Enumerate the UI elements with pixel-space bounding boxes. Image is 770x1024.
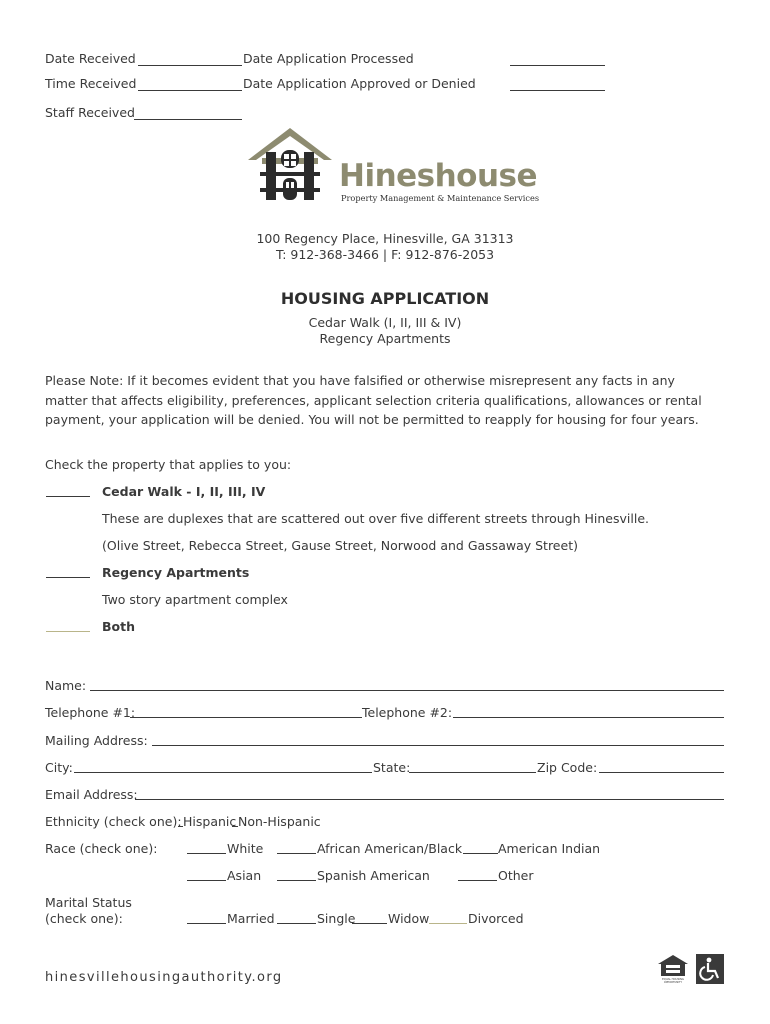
equal-housing-icon xyxy=(657,954,689,984)
cedar-walk-label: Cedar Walk - I, II, III, IV xyxy=(102,484,266,499)
cedar-walk-checkbox[interactable] xyxy=(46,496,90,497)
non-hispanic-option: Non-Hispanic xyxy=(238,814,321,829)
subtitle-regency: Regency Apartments xyxy=(319,331,451,346)
telephone1-label: Telephone #1: xyxy=(45,705,136,720)
divorced-checkbox[interactable] xyxy=(429,923,467,924)
telephone2-label: Telephone #2: xyxy=(362,705,453,720)
american-indian-option: American Indian xyxy=(498,841,601,856)
other-checkbox[interactable] xyxy=(458,880,497,881)
time-received-field[interactable] xyxy=(138,90,242,91)
marital-status-sublabel: (check one): xyxy=(45,911,123,926)
mailing-address-label: Mailing Address: xyxy=(45,733,148,748)
mailing-address-field[interactable] xyxy=(152,745,724,746)
zip-field[interactable] xyxy=(599,772,724,773)
married-option: Married xyxy=(227,911,275,926)
city-field[interactable] xyxy=(74,772,372,773)
spanish-american-option: Spanish American xyxy=(317,868,430,883)
email-label: Email Address: xyxy=(45,787,138,802)
state-field[interactable] xyxy=(409,772,536,773)
name-field[interactable] xyxy=(90,690,724,691)
both-label: Both xyxy=(102,619,135,634)
logo-tagline: Property Management & Maintenance Services xyxy=(341,193,540,203)
zip-label: Zip Code: xyxy=(537,760,598,775)
asian-checkbox[interactable] xyxy=(187,880,226,881)
african-american-checkbox[interactable] xyxy=(277,853,316,854)
telephone1-field[interactable] xyxy=(130,717,362,718)
marital-status-label: Marital Status xyxy=(45,895,132,910)
cedar-walk-description: These are duplexes that are scattered out over five different streets through Hinesville. xyxy=(102,511,649,526)
state-label: State: xyxy=(373,760,411,775)
regency-checkbox[interactable] xyxy=(46,577,90,578)
other-option: Other xyxy=(498,868,534,883)
american-indian-checkbox[interactable] xyxy=(463,853,498,854)
married-checkbox[interactable] xyxy=(187,923,226,924)
asian-option: Asian xyxy=(227,868,262,883)
website-link[interactable]: hinesvillehousingauthority.org xyxy=(45,970,283,985)
african-american-option: African American/Black xyxy=(317,841,463,856)
white-checkbox[interactable] xyxy=(187,853,226,854)
subtitle-cedar: Cedar Walk (I, II, III & IV) xyxy=(308,315,462,330)
cedar-walk-streets: (Olive Street, Rebecca Street, Gause Street, Norwood and Gassaway Street) xyxy=(102,538,578,553)
single-option: Single xyxy=(317,911,356,926)
ethnicity-label: Ethnicity (check one): xyxy=(45,814,182,829)
date-received-field[interactable] xyxy=(138,65,242,66)
name-label: Name: xyxy=(45,678,87,693)
wheelchair-icon xyxy=(696,954,724,984)
date-approved-field[interactable] xyxy=(510,90,605,91)
hispanic-option: Hispanic xyxy=(183,814,237,829)
notice-paragraph: Please Note: If it becomes evident that you have falsified or otherwise misrepresent any facts in any matter that affects eligibility, preferences, applicant selection criteria qualifications, allowances or rental payment, your application will be denied. You will not be permitted to reapply for housing for four years. xyxy=(45,373,702,427)
address-line: 100 Regency Place, Hinesville, GA 31313 xyxy=(256,231,514,246)
email-field[interactable] xyxy=(135,799,724,800)
equal-housing-caption: EQUAL HOUSING OPPORTUNITY xyxy=(662,978,684,984)
telephone2-field[interactable] xyxy=(453,717,724,718)
regency-description: Two story apartment complex xyxy=(102,592,288,607)
white-option: White xyxy=(227,841,264,856)
date-received-label: Date Received xyxy=(45,51,136,66)
spanish-american-checkbox[interactable] xyxy=(277,880,316,881)
widow-checkbox[interactable] xyxy=(352,923,387,924)
single-checkbox[interactable] xyxy=(277,923,316,924)
date-approved-label: Date Application Approved or Denied xyxy=(243,76,476,91)
both-checkbox[interactable] xyxy=(46,631,90,632)
city-label: City: xyxy=(45,760,73,775)
staff-received-field[interactable] xyxy=(134,119,242,120)
divorced-option: Divorced xyxy=(468,911,524,926)
property-prompt: Check the property that applies to you: xyxy=(45,457,292,472)
date-processed-field[interactable] xyxy=(510,65,605,66)
page-title: HOUSING APPLICATION xyxy=(280,289,490,308)
widow-option: Widow xyxy=(388,911,430,926)
regency-label: Regency Apartments xyxy=(102,565,250,580)
staff-received-label: Staff Received xyxy=(45,105,135,120)
logo-name: Hineshouse xyxy=(339,158,538,194)
time-received-label: Time Received xyxy=(45,76,137,91)
race-label: Race (check one): xyxy=(45,841,158,856)
hineshouse-logo xyxy=(248,128,332,205)
phone-line: T: 912-368-3466 | F: 912-876-2053 xyxy=(275,247,495,262)
house-logo-icon xyxy=(248,128,332,202)
date-processed-label: Date Application Processed xyxy=(243,51,414,66)
